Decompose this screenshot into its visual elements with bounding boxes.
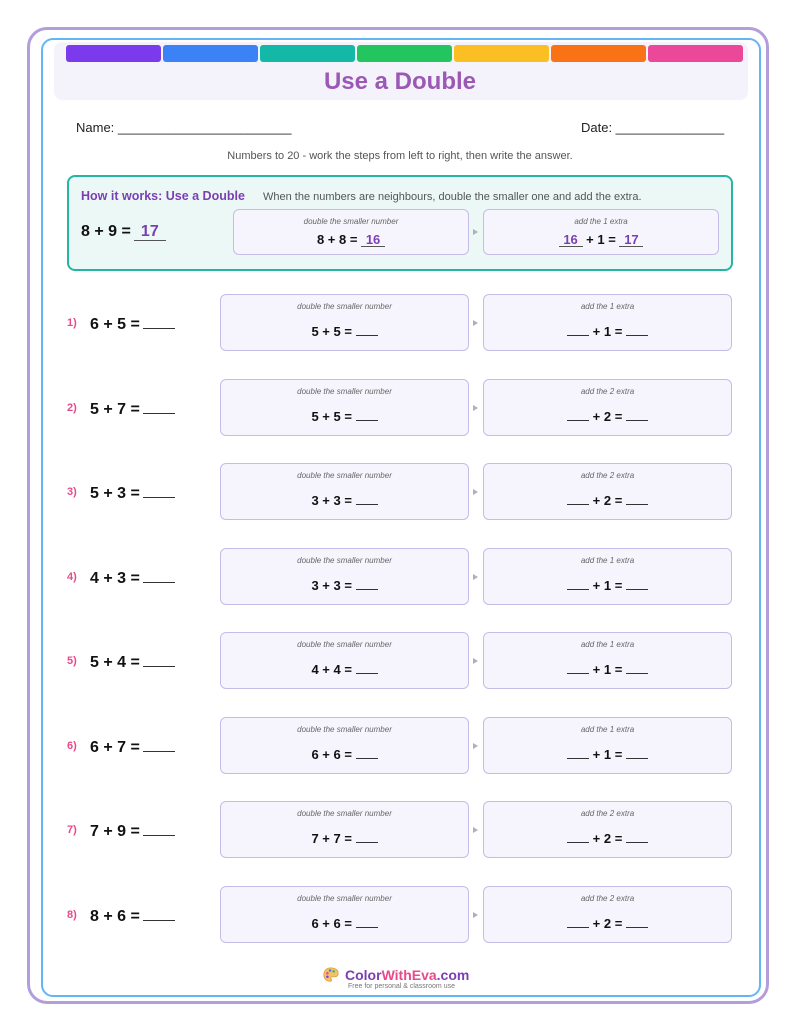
- problem-number: 2): [67, 401, 77, 414]
- problem-equation-text: 5 + 7 =: [90, 400, 140, 418]
- arrow-right-icon: [473, 229, 478, 235]
- step-equation: [221, 577, 468, 593]
- palette-icon: [322, 966, 340, 984]
- step-double-box: [220, 717, 469, 774]
- answer-blank[interactable]: [567, 577, 589, 590]
- step-add-box: [483, 294, 732, 351]
- answer-blank[interactable]: [567, 661, 589, 674]
- problem-equation-text: 6 + 5 =: [90, 316, 140, 333]
- answer-blank[interactable]: [626, 323, 648, 336]
- step-label: add the 1 extra: [580, 302, 635, 311]
- answer-blank[interactable]: [356, 492, 378, 505]
- step-equation: [484, 830, 731, 846]
- step-double-box: [220, 463, 469, 520]
- step-double-box: [220, 548, 469, 605]
- step-equation: [221, 746, 468, 762]
- step-label: add the 2 extra: [580, 386, 635, 396]
- rainbow-stripe: [357, 45, 452, 62]
- step-equation-text: + 1 =: [592, 577, 623, 593]
- arrow-right-icon: [473, 574, 478, 580]
- step-equation: [484, 323, 731, 339]
- step-equation: [221, 661, 468, 677]
- example-description: When the numbers are neighbours, double the smaller one and add the extra.: [263, 191, 642, 203]
- example-equation: [81, 223, 166, 241]
- page-title: Use a Double: [323, 68, 477, 95]
- step-add-box: [483, 717, 732, 774]
- answer-blank[interactable]: [626, 492, 648, 505]
- step-equation-text: + 2 =: [592, 408, 623, 424]
- problem-number: 5): [67, 655, 77, 667]
- step-equation-text: 6 + 6 =: [311, 746, 352, 762]
- problem-equation: [90, 314, 175, 334]
- arrow-right-icon: [473, 405, 478, 411]
- answer-blank[interactable]: [626, 408, 648, 421]
- step-filled-answer: 16: [361, 233, 385, 247]
- answer-blank[interactable]: [356, 577, 378, 590]
- step-equation-text: + 1 =: [592, 324, 623, 339]
- step-equation: [484, 661, 731, 677]
- step-add-box: [483, 548, 732, 605]
- date-field[interactable]: Date: _______________: [581, 120, 725, 135]
- step-equation-text: 5 + 5 =: [311, 408, 352, 424]
- answer-blank[interactable]: [356, 408, 378, 421]
- problem-number: 8): [67, 908, 77, 921]
- arrow-right-icon: [473, 320, 478, 326]
- step-label: add the 1 extra: [574, 217, 628, 226]
- answer-blank[interactable]: [626, 915, 648, 928]
- answer-blank[interactable]: [356, 323, 378, 336]
- step-label: double the smaller number: [303, 217, 399, 226]
- arrow-right-icon: [473, 912, 478, 918]
- answer-blank[interactable]: [626, 577, 648, 590]
- step-equation: [221, 323, 468, 339]
- answer-blank[interactable]: [356, 915, 378, 928]
- answer-blank[interactable]: [626, 746, 648, 759]
- answer-blank[interactable]: [143, 737, 175, 752]
- problem-equation-text: 5 + 4 =: [90, 654, 140, 671]
- answer-blank[interactable]: [626, 830, 648, 843]
- rainbow-stripe: [648, 45, 743, 62]
- answer-blank[interactable]: [356, 830, 378, 843]
- step-equation: [221, 408, 468, 424]
- answer-blank[interactable]: [143, 906, 175, 921]
- problem-equation: [90, 399, 175, 419]
- step-equation: [234, 232, 468, 247]
- step-filled-answer: 16: [559, 233, 583, 247]
- name-field[interactable]: Name: ________________________: [76, 120, 292, 135]
- example-equation-text: 8 + 9 =: [81, 223, 131, 240]
- answer-blank[interactable]: [143, 399, 175, 414]
- arrow-right-icon: [473, 489, 478, 495]
- step-label: double the smaller number: [297, 809, 392, 818]
- problem-number: 7): [67, 824, 77, 836]
- step-label: add the 1 extra: [580, 555, 635, 565]
- answer-blank[interactable]: [567, 830, 589, 843]
- step-label: add the 2 extra: [580, 809, 635, 818]
- example-heading: How it works: Use a Double: [81, 189, 245, 203]
- rainbow-stripe: [454, 45, 549, 62]
- arrow-right-icon: [473, 743, 478, 749]
- answer-blank[interactable]: [143, 483, 175, 498]
- answer-blank[interactable]: [567, 408, 589, 421]
- problem-equation: [90, 568, 175, 588]
- step-add-box: [483, 379, 732, 436]
- problem-equation-text: 6 + 7 =: [90, 738, 140, 756]
- step-equation: [221, 492, 468, 508]
- footer-brand[interactable]: ColorWithEva.com: [345, 967, 470, 983]
- rainbow-stripe: [163, 45, 258, 62]
- step-equation-text: 4 + 4 =: [311, 662, 352, 677]
- problem-equation: [90, 906, 175, 926]
- step-equation-text: 8 + 8 =: [316, 232, 358, 247]
- step-equation: [484, 746, 731, 762]
- step-label: add the 2 extra: [580, 893, 635, 903]
- problem-equation: [90, 821, 175, 841]
- problem-number: 1): [67, 317, 77, 329]
- step-double-box: [220, 801, 469, 858]
- step-equation-text: + 1 =: [592, 662, 623, 677]
- rainbow-stripe: [260, 45, 355, 62]
- step-equation-text: + 2 =: [592, 493, 623, 508]
- example-answer: 17: [134, 224, 166, 241]
- answer-blank[interactable]: [567, 492, 589, 505]
- step-label: double the smaller number: [297, 893, 392, 903]
- problem-equation: [90, 483, 175, 503]
- step-double-box: [220, 294, 469, 351]
- step-label: add the 2 extra: [580, 471, 635, 480]
- step-double-box: [220, 379, 469, 436]
- answer-blank[interactable]: [356, 661, 378, 674]
- step-equation: [484, 492, 731, 508]
- rainbow-stripe-bar: [66, 45, 743, 62]
- step-label: add the 1 extra: [580, 724, 635, 734]
- rainbow-stripe: [66, 45, 161, 62]
- step-equation: [484, 232, 718, 247]
- problem-number: 6): [67, 739, 77, 752]
- answer-blank[interactable]: [143, 314, 175, 329]
- answer-blank[interactable]: [567, 746, 589, 759]
- answer-blank[interactable]: [567, 323, 589, 336]
- problem-equation: [90, 737, 175, 757]
- step-equation: [484, 408, 731, 424]
- answer-blank[interactable]: [143, 568, 175, 583]
- step-equation-text: 6 + 6 =: [311, 915, 352, 931]
- step-label: double the smaller number: [297, 471, 392, 480]
- step-equation: [484, 577, 731, 593]
- problem-equation-text: 7 + 9 =: [90, 823, 140, 840]
- answer-blank[interactable]: [626, 661, 648, 674]
- step-equation: [221, 830, 468, 846]
- step-equation-text: 3 + 3 =: [311, 493, 352, 508]
- problem-equation-text: 5 + 3 =: [90, 485, 140, 502]
- step-filled-answer: 17: [619, 233, 643, 247]
- step-add-box: [483, 632, 732, 689]
- step-label: double the smaller number: [297, 555, 392, 565]
- arrow-right-icon: [473, 827, 478, 833]
- step-label: double the smaller number: [297, 724, 392, 734]
- step-equation: [221, 915, 468, 931]
- footer-tagline: Free for personal & classroom use: [348, 983, 455, 990]
- step-equation-text: + 2 =: [592, 831, 623, 846]
- step-label: add the 1 extra: [580, 640, 635, 649]
- step-equation: [484, 915, 731, 931]
- step-add-box: [483, 886, 732, 943]
- instructions: Numbers to 20 - work the steps from left to right, then write the answer.: [227, 150, 573, 162]
- arrow-right-icon: [473, 658, 478, 664]
- problem-equation-text: 4 + 3 =: [90, 569, 140, 587]
- answer-blank[interactable]: [143, 652, 175, 667]
- problem-number: 4): [67, 570, 77, 583]
- step-double-box: [220, 886, 469, 943]
- example-step-double: [233, 209, 469, 255]
- problem-number: 3): [67, 486, 77, 498]
- problem-equation-text: 8 + 6 =: [90, 907, 140, 925]
- step-equation-text: 3 + 3 =: [311, 577, 352, 593]
- step-equation-text: + 2 =: [592, 915, 623, 931]
- step-label: double the smaller number: [297, 302, 392, 311]
- step-equation-text: 5 + 5 =: [311, 324, 352, 339]
- step-equation-text: + 1 =: [592, 746, 623, 762]
- step-equation-text: 7 + 7 =: [311, 831, 352, 846]
- problem-equation: [90, 652, 175, 672]
- answer-blank[interactable]: [356, 746, 378, 759]
- example-step-add: [483, 209, 719, 255]
- step-add-box: [483, 463, 732, 520]
- answer-blank[interactable]: [567, 915, 589, 928]
- rainbow-stripe: [551, 45, 646, 62]
- step-label: double the smaller number: [297, 386, 392, 396]
- answer-blank[interactable]: [143, 821, 175, 836]
- step-double-box: [220, 632, 469, 689]
- step-label: double the smaller number: [297, 640, 392, 649]
- step-add-box: [483, 801, 732, 858]
- step-equation-text: + 1 =: [586, 232, 616, 247]
